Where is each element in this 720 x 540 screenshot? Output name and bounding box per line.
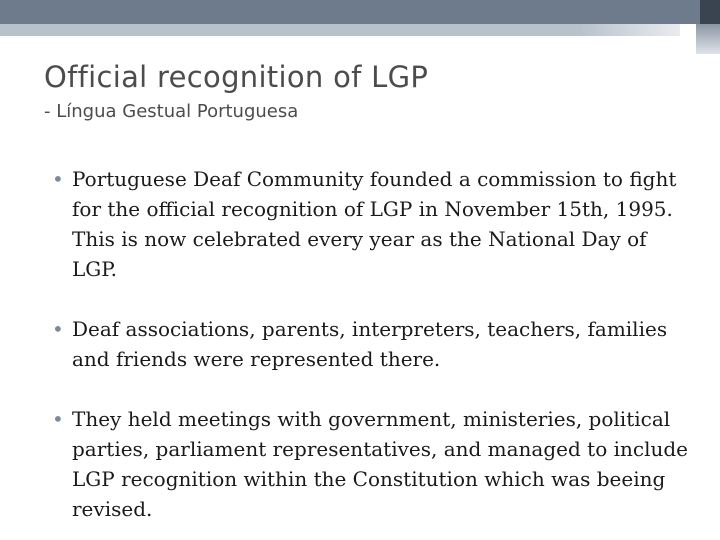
header-sub-bar [0, 24, 580, 36]
bullet-icon: • [52, 407, 64, 431]
bullet-item-3 [50, 404, 690, 524]
header-bar [0, 0, 700, 24]
header-bar-corner [700, 0, 720, 24]
bullet-text-2: Deaf associations, parents, interpreters, teachers, families and friends were represented there. [72, 317, 668, 371]
bullet-icon: • [52, 167, 64, 191]
bullet-list [50, 164, 690, 540]
bullet-icon: • [52, 317, 64, 341]
header-sub-bar-fade [580, 24, 680, 36]
header-right-strip [696, 24, 720, 54]
slide-subtitle: - Língua Gestual Portuguesa [44, 101, 299, 122]
title-block [44, 60, 684, 124]
bullet-text-1: Portuguese Deaf Community founded a commission to fight for the official recognition of LGP in November 15th, 1995. This is now celebrated every year as the National Day of LGP. [72, 167, 677, 281]
slide-title: Official recognition of LGP [44, 60, 429, 94]
bullet-text-3: They held meetings with government, ministeries, political parties, parliament representatives, and managed to include LGP recognition within the Constitution which was beeing revised. [72, 407, 688, 521]
bullet-item-2 [50, 314, 690, 374]
bullet-item-1 [50, 164, 690, 284]
